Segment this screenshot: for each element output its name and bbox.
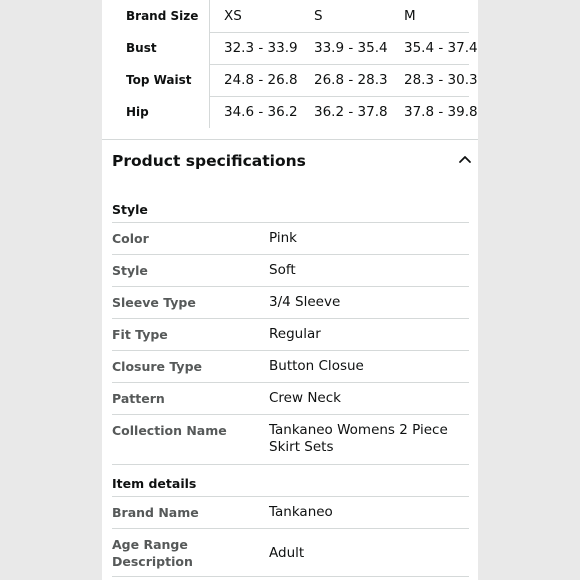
spec-divider (112, 222, 469, 223)
spec-key: Fit Type (112, 327, 168, 342)
spec-key: Sleeve Type (112, 295, 196, 310)
size-chart-row-top-waist (102, 64, 478, 96)
size-chart-row-divider (209, 96, 469, 97)
spec-value: Tankaneo (269, 504, 333, 520)
size-m-header: M (404, 8, 416, 24)
spec-divider (112, 496, 469, 497)
spec-value: Regular (269, 326, 321, 342)
size-chart-cell: 33.9 - 35.4 (314, 40, 388, 56)
product-specifications-title: Product specifications (112, 152, 306, 170)
spec-value: Adult (269, 545, 305, 561)
size-chart-row-hip (102, 96, 478, 128)
size-chart-row-label: Bust (126, 41, 157, 55)
spec-key: Color (112, 231, 149, 246)
spec-value: 3/4 Sleeve (269, 294, 341, 310)
spec-value: Button Closue (269, 358, 364, 374)
size-chart-row-label: Hip (126, 105, 149, 119)
product-specifications-toggle[interactable] (112, 148, 472, 178)
size-chart-cell: 37.8 - 39.8 (404, 104, 478, 120)
spec-value: Soft (269, 262, 296, 278)
spec-key: Collection Name (112, 423, 227, 438)
spec-divider (112, 350, 469, 351)
size-chart-cell: 32.3 - 33.9 (224, 40, 298, 56)
spec-key: Style (112, 263, 148, 278)
spec-key: Brand Name (112, 505, 199, 520)
spec-divider (112, 464, 469, 465)
spec-divider (112, 576, 469, 577)
product-details-panel (102, 0, 478, 580)
size-chart-cell: 24.8 - 26.8 (224, 72, 298, 88)
spec-value: Crew Neck (269, 390, 341, 406)
spec-divider (112, 528, 469, 529)
spec-divider (112, 318, 469, 319)
spec-value: Tankaneo Womens 2 Piece Skirt Sets (269, 422, 448, 455)
size-chart-header-row (102, 0, 478, 32)
spec-divider (112, 414, 469, 415)
size-chart-row-label: Top Waist (126, 73, 192, 87)
spec-key: Pattern (112, 391, 165, 406)
section-divider (102, 139, 478, 140)
size-chart-row-bust (102, 32, 478, 64)
spec-divider (112, 382, 469, 383)
item-details-group-title: Item details (112, 476, 197, 491)
spec-key: Age Range Description (112, 537, 193, 569)
size-s-header: S (314, 8, 323, 24)
size-chart-cell: 34.6 - 36.2 (224, 104, 298, 120)
size-chart-cell: 28.3 - 30.3 (404, 72, 478, 88)
size-chart-cell: 35.4 - 37.4 (404, 40, 478, 56)
spec-divider (112, 286, 469, 287)
size-chart-cell: 26.8 - 28.3 (314, 72, 388, 88)
size-chart-header-label: Brand Size (126, 9, 199, 23)
size-chart-row-divider (209, 32, 469, 33)
chevron-up-icon[interactable] (458, 152, 472, 166)
spec-divider (112, 254, 469, 255)
size-xs-header: XS (224, 8, 242, 24)
spec-value: Pink (269, 230, 297, 246)
spec-key: Closure Type (112, 359, 202, 374)
size-chart-row-divider (209, 64, 469, 65)
size-chart-cell: 36.2 - 37.8 (314, 104, 388, 120)
style-group-title: Style (112, 202, 148, 217)
